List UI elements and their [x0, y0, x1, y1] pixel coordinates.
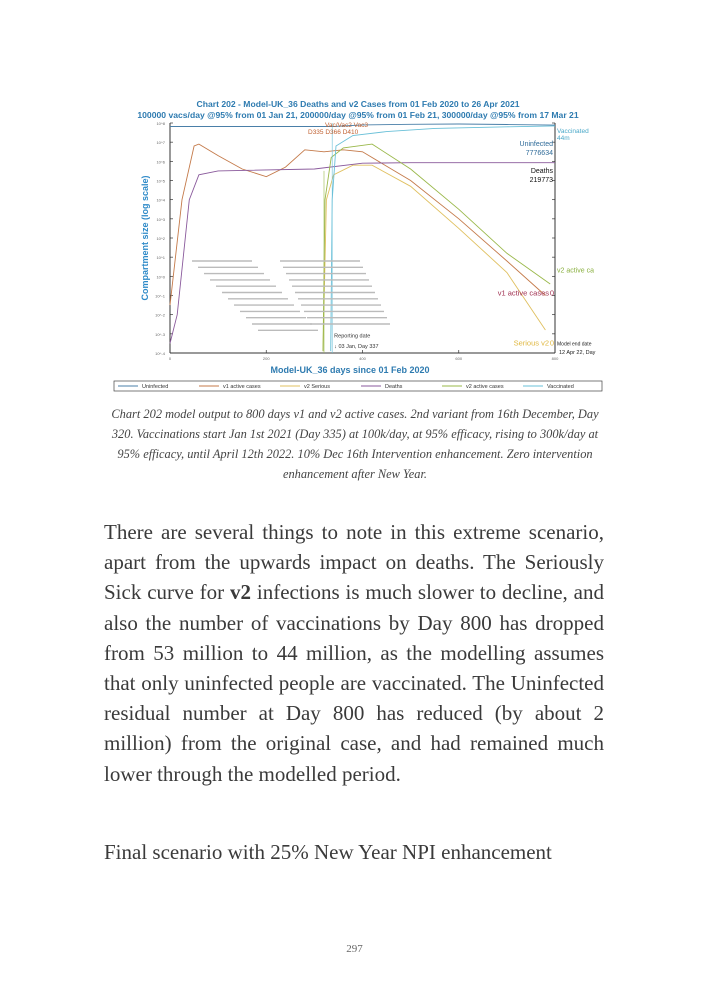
y-tick-label: 10^2 [156, 236, 165, 241]
annotation-reporting-day: ↓ 03 Jan, Day 337 [334, 344, 379, 351]
annotation-deaths-value: 219773 [529, 177, 553, 184]
y-tick-label: 10^-4 [155, 351, 165, 356]
x-axis-label: Model-UK_36 days since 01 Feb 2020 [270, 365, 430, 375]
y-tick-label: 10^0 [156, 274, 165, 280]
legend-label: Deaths [385, 384, 403, 391]
y-tick-label: 10^8 [156, 121, 165, 126]
y-tick-label: 10^5 [156, 178, 165, 184]
x-tick-label: 200 [262, 356, 270, 361]
series-line-v2-active-cases [323, 144, 550, 351]
chart-svg [112, 96, 604, 398]
legend-label: Vaccinated [547, 384, 574, 391]
annotation-deaths-label: Deaths [530, 168, 553, 175]
series-line-v1-active-cases [170, 144, 545, 305]
annotation-model-end-day: 12 Apr 22, Day [559, 350, 596, 357]
page-number: 297 [346, 943, 363, 955]
y-axis-label: Compartment size (log scale) [140, 175, 150, 301]
chart-subtitle: 100000 vacs/day @95% from 01 Jan 21, 200000/day @95% from 01 Feb 21, 300000/day @95% from 17 Mar 21 [137, 110, 579, 120]
y-tick-label: 10^7 [156, 140, 165, 146]
annotation-uninfected-label: Uninfected [519, 141, 553, 148]
y-tick-label: 10^6 [156, 159, 165, 165]
annotation-vaccine-markers: Vac/Vac2 Vac3 [325, 122, 368, 129]
annotation-model-end: Model end date [557, 341, 592, 348]
legend-label: v2 Serious [304, 384, 330, 391]
chart-title: Chart 202 - Model-UK_36 Deaths and v2 Cases from 01 Feb 2020 to 26 Apr 2021 [196, 99, 520, 109]
x-tick-label: 400 [359, 356, 366, 361]
y-tick-label: 10^-1 [155, 293, 165, 299]
annotation-vaccinated-label: Vaccinated [557, 128, 589, 135]
body-text-part: There are several things to note in this extreme scenario, apart from the upwards impact on deaths. The Seriously Sick curve for [104, 520, 604, 605]
y-tick-label: 10^1 [156, 255, 165, 261]
annotation-day-markers: D335 D366 D410 [308, 129, 359, 136]
annotation-v1-active-value: 0 [549, 288, 554, 298]
legend-label: v2 active cases [466, 384, 504, 391]
legend-label: v1 active cases [223, 384, 261, 391]
series-line-v2-serious [323, 165, 545, 351]
y-tick-label: 10^-2 [155, 312, 165, 318]
annotation-vaccinated-value: 44m [557, 135, 570, 142]
x-tick-label: 600 [455, 356, 463, 361]
annotation-uninfected-value: 7776634 [525, 150, 553, 157]
body-text-part: infections is much slower to decline, and also the number of vaccinations by Day 800 has dropped from 53 million to 44 million, as the modelling assumes that only uninfected people are vaccinated. The Uninfected residual number at Day 800 has reduced (by about 2 million) from the original case, and had remained much lower through the modelled period. [104, 580, 604, 786]
y-tick-label: 10^-3 [155, 331, 165, 337]
figure-caption: Chart 202 model output to 800 days v1 and v2 active cases. 2nd variant from 16th December, Day 320. Vaccinations start Jan 1st 2021 (Day 335) at 100k/day, at 95% efficacy, rising to 300k/day at 95% efficacy, until April 12th 2022. 10% Dec 16th Intervention enhancement. Zero intervention enhancement after New Year. [111, 407, 599, 481]
section-lead-line: Final scenario with 25% New Year NPI enhancement [104, 840, 552, 864]
y-tick-label: 10^3 [156, 216, 165, 222]
chart-figure [112, 96, 604, 398]
annotation-v1-active-label: v1 active cases [497, 288, 549, 298]
x-tick-label: 800 [551, 356, 559, 361]
annotation-reporting-date: Reporting date [334, 333, 371, 340]
x-tick-label: 0 [168, 356, 172, 361]
body-paragraph [104, 517, 604, 789]
chart-legend [114, 381, 602, 391]
annotation-v2-active-label: v2 active ca [557, 267, 594, 275]
annotation-serious-v2-label: Serious v2 [513, 338, 549, 348]
annotation-serious-v2-value: 0 [549, 338, 554, 348]
y-tick-label: 10^4 [156, 197, 165, 203]
legend-label: Uninfected [142, 384, 169, 391]
body-text-bold-v2: v2 [230, 580, 252, 605]
